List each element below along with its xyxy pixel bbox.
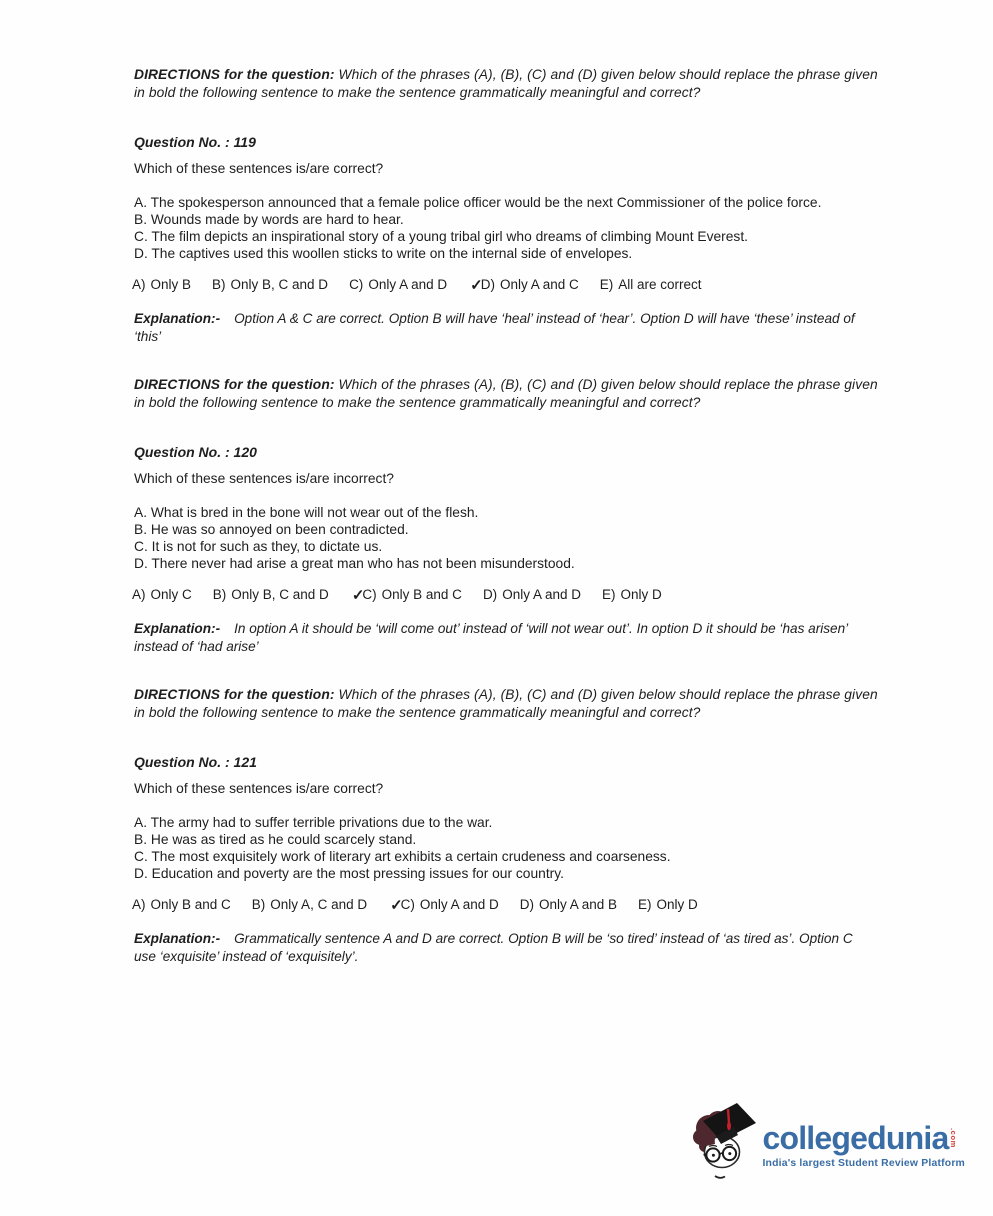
- option-letter: C): [362, 587, 377, 602]
- question-block-119: [134, 66, 878, 346]
- sentence-a: A. The army had to suffer terrible privations due to the war.: [134, 815, 493, 830]
- option-b: [251, 897, 368, 912]
- options-row: [134, 895, 878, 913]
- sentence-c: C. It is not for such as they, to dictate us.: [134, 539, 383, 554]
- question-number: Question No. : 120: [134, 444, 257, 460]
- checkmark-icon: ✓: [470, 277, 483, 294]
- question-prompt: Which of these sentences is/are correct?: [134, 161, 384, 176]
- option-b: [214, 277, 328, 292]
- sentence-b: B. Wounds made by words are hard to hear.: [134, 212, 404, 227]
- sentence-a: A. The spokesperson announced that a female police officer would be the next Commissioner of the police force.: [134, 195, 822, 210]
- option-text: Only A and D: [502, 587, 581, 602]
- explanation-text: In option A it should be ‘will come out’ instead of ‘will not wear out’. In option D it should be ‘has arisen’ instead of ‘had arise’: [134, 621, 848, 654]
- option-d: [482, 587, 581, 602]
- explanation-label: Explanation:-: [134, 311, 221, 326]
- explanation-paragraph: [134, 310, 878, 346]
- option-letter: D): [519, 897, 534, 912]
- directions-paragraph: [134, 376, 878, 412]
- sentence-list: [134, 194, 878, 262]
- option-letter: C): [349, 277, 364, 292]
- page-content: [134, 66, 878, 996]
- option-d-correct: [470, 275, 579, 293]
- option-letter: A): [132, 897, 146, 912]
- checkmark-icon: ✓: [390, 897, 403, 914]
- option-text: Only B, C and D: [231, 587, 329, 602]
- option-letter: D): [480, 277, 495, 292]
- graduate-boy-mascot-icon: [690, 1100, 756, 1190]
- option-letter: E): [602, 587, 616, 602]
- explanation-paragraph: [134, 620, 878, 656]
- option-e: [640, 897, 698, 912]
- sentence-list: [134, 814, 878, 882]
- option-letter: B): [251, 897, 266, 912]
- options-row: [134, 585, 878, 603]
- directions-text: Which of the phrases (A), (B), (C) and (D) given below should replace the phrase given in bold the following sentence to make the sentence grammatically meaningful and correct?: [134, 67, 878, 100]
- option-c-correct: [352, 585, 462, 603]
- explanation-text: Option A & C are correct. Option B will have ‘heal’ instead of ‘hear’. Option D will have ‘these’ instead of ‘this’: [134, 311, 855, 344]
- option-text: Only A and D: [419, 897, 499, 912]
- option-letter: C): [400, 897, 415, 912]
- sentence-a: A. What is bred in the bone will not wear out of the flesh.: [134, 505, 479, 520]
- sentence-b: B. He was so annoyed on been contradicted.: [134, 522, 409, 537]
- option-d: [519, 897, 618, 912]
- option-c: [351, 277, 447, 292]
- checkmark-icon: ✓: [351, 587, 365, 604]
- brand-tagline: India's largest Student Review Platform: [762, 1157, 965, 1169]
- option-letter: D): [482, 587, 498, 602]
- option-c-correct: [390, 895, 499, 913]
- explanation-label: Explanation:-: [134, 621, 221, 636]
- brand-row: [762, 1119, 965, 1156]
- sentence-list: [134, 504, 878, 572]
- directions-paragraph: [134, 66, 878, 102]
- directions-label: DIRECTIONS for the question:: [134, 377, 335, 392]
- option-a: [134, 897, 231, 912]
- collegedunia-logo: [690, 1100, 965, 1190]
- option-letter: E): [599, 277, 614, 292]
- question-block-120: [134, 376, 878, 656]
- directions-text: Which of the phrases (A), (B), (C) and (D) given below should replace the phrase given in bold the following sentence to make the sentence grammatically meaningful and correct?: [134, 687, 878, 720]
- option-letter: B): [212, 277, 226, 292]
- question-prompt: Which of these sentences is/are incorrect?: [134, 471, 394, 486]
- option-text: Only A and C: [499, 277, 579, 292]
- question-prompt: Which of these sentences is/are correct?: [134, 781, 384, 796]
- option-text: Only B and C: [381, 587, 462, 602]
- option-text: Only B and C: [150, 897, 231, 912]
- question-block-121: [134, 686, 878, 966]
- option-a: [134, 277, 191, 292]
- option-e: [604, 587, 662, 602]
- explanation-paragraph: [134, 930, 878, 966]
- option-text: Only D: [620, 587, 662, 602]
- option-letter: E): [638, 897, 652, 912]
- brand-name: collegedunia: [762, 1119, 949, 1156]
- directions-label: DIRECTIONS for the question:: [134, 67, 335, 82]
- option-e: [599, 277, 702, 292]
- option-text: All are correct: [618, 277, 702, 292]
- option-text: Only D: [656, 897, 698, 912]
- sentence-d: D. The captives used this woollen sticks to write on the internal side of envelopes.: [134, 246, 633, 261]
- sentence-d: D. There never had arise a great man who has not been misunderstood.: [134, 556, 575, 571]
- question-number: Question No. : 119: [134, 134, 256, 150]
- option-text: Only B, C and D: [230, 277, 329, 292]
- option-text: Only A and D: [368, 277, 448, 292]
- sentence-c: C. The most exquisitely work of literary art exhibits a certain crudeness and coarseness.: [134, 849, 671, 864]
- explanation-label: Explanation:-: [134, 931, 221, 946]
- sentence-c: C. The film depicts an inspirational story of a young tribal girl who dreams of climbing Mount Everest.: [134, 229, 748, 244]
- option-letter: A): [132, 587, 146, 602]
- option-a: [134, 587, 192, 602]
- directions-label: DIRECTIONS for the question:: [134, 687, 335, 702]
- option-b: [212, 587, 329, 602]
- sentence-d: D. Education and poverty are the most pressing issues for our country.: [134, 866, 564, 881]
- options-row: [134, 275, 878, 293]
- option-letter: A): [132, 277, 146, 292]
- option-text: Only C: [150, 587, 192, 602]
- question-number: Question No. : 121: [134, 754, 257, 770]
- directions-paragraph: [134, 686, 878, 722]
- option-text: Only B: [150, 277, 192, 292]
- sentence-b: B. He was as tired as he could scarcely stand.: [134, 832, 417, 847]
- directions-text: Which of the phrases (A), (B), (C) and (D) given below should replace the phrase given in bold the following sentence to make the sentence grammatically meaningful and correct?: [134, 377, 878, 410]
- logo-text-block: [762, 1119, 965, 1169]
- option-text: Only A and B: [538, 897, 618, 912]
- option-text: Only A, C and D: [270, 897, 368, 912]
- option-letter: B): [212, 587, 227, 602]
- explanation-text: Grammatically sentence A and D are correct. Option B will be ‘so tired’ instead of ‘as tired as’. Option C use ‘exquisite’ instead of ‘exquisitely’.: [134, 931, 853, 964]
- brand-tld: .com: [948, 1127, 958, 1148]
